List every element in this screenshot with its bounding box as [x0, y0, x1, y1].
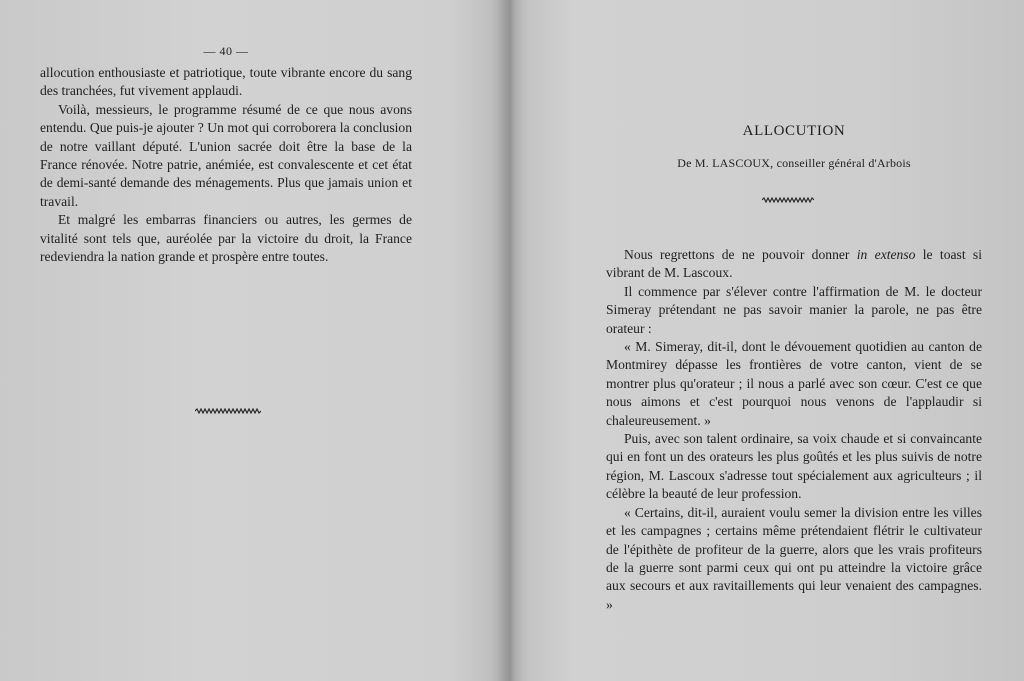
paragraph: Voilà, messieurs, le programme résumé de ce que nous avons entendu. Que puis-je ajouter ? Un mot qui corroborera la conclusion de notre vaillant député. L'union sacrée doit être la base de la France rénovée. Notre patrie, anémiée, est convalescente et cet état de demi-santé demande des ménagements. Plus que jamais union et travail. [40, 101, 412, 209]
intro-text-start: Nous regrettons de ne pouvoir donner [624, 247, 857, 262]
section-subtitle: De M. LASCOUX, conseiller général d'Arbois [677, 156, 911, 170]
right-page-text [606, 246, 982, 614]
paragraph: Et malgré les embarras financiers ou autres, les germes de vitalité sont tels que, auréolée par la victoire du droit, la France redeviendra la nation grande et prospère entre toutes. [40, 212, 412, 265]
intro-italic: in extenso [856, 247, 916, 262]
left-page [0, 0, 510, 681]
ornament-divider [195, 408, 261, 414]
paragraph: « Certains, dit-il, auraient voulu semer la division entre les villes et les campagnes ; certains même prétendaient flétrir le cultivateur de l'épithète de profiteur de la guerre, alors que les vrais profiteurs de la guerre sont parmi ceux qui ont pu atteindre la victoire grâce aux secours et aux ravitaillements qui leur venaient des campagnes. » [606, 504, 982, 612]
right-page [510, 0, 1024, 681]
ornament-divider [762, 197, 814, 203]
paragraph: « M. Simeray, dit-il, dont le dévouement quotidien au canton de Montmirey dépasse les frontières de votre canton, vient de se montrer plus qu'orateur ; il nous a parlé avec son cœur. C'est ce que nous aimons et c'est pourquoi nous venons de l'applaudir si chaleureusement. » [606, 339, 982, 428]
section-title: ALLOCUTION [742, 123, 846, 139]
paragraph: Il commence par s'élever contre l'affirmation de M. le docteur Simeray prétendant ne pas savoir manier la parole, ne pas être orateur : [606, 283, 982, 336]
left-page-text [40, 64, 412, 266]
intro-paragraph [606, 246, 982, 283]
page-number: — 40 — [203, 44, 249, 58]
paragraph: Puis, avec son talent ordinaire, sa voix chaude et si convaincante qui en font un des orateurs les plus goûtés et les plus suivis de notre région, M. Lascoux s'adresse tout spécialement aux agriculteurs ; il célèbre la beauté de leur profession. [606, 431, 982, 502]
intro-text-end: le toast si vibrant de M. Lascoux. [606, 247, 982, 281]
paragraph: allocution enthousiaste et patriotique, toute vibrante encore du sang des tranchées, fut vivement applaudi. [40, 65, 412, 99]
